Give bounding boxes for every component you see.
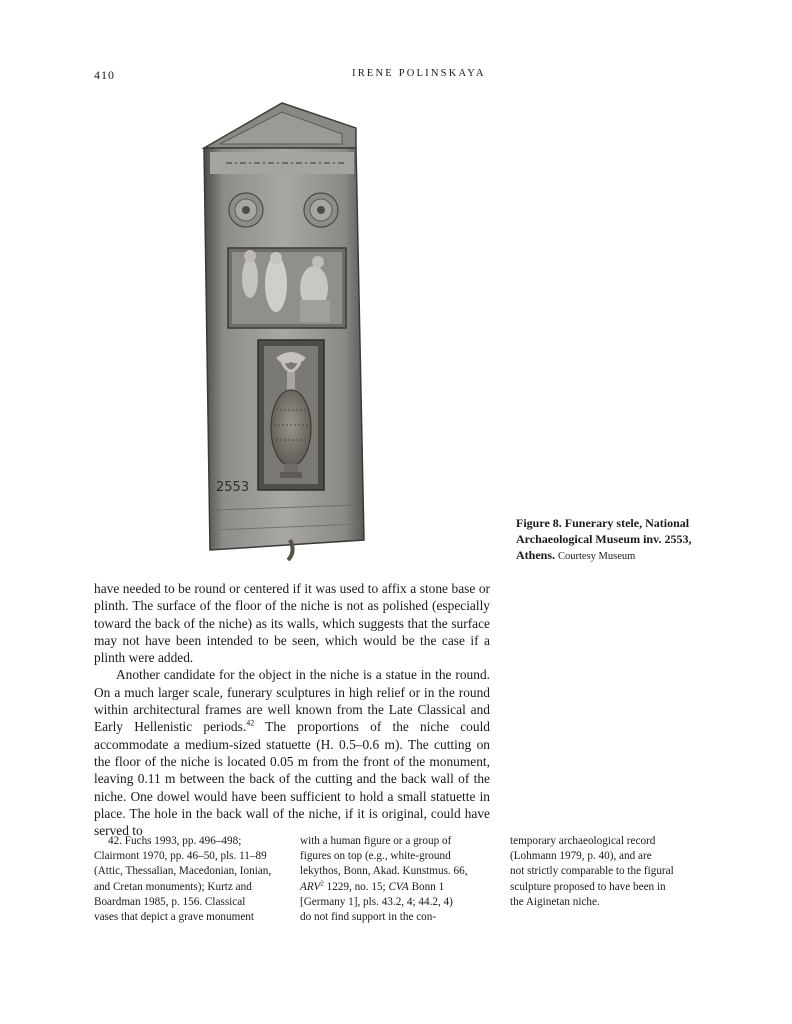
footnote-line: with a human figure or a group of <box>300 835 452 847</box>
footnote-line <box>300 880 490 895</box>
footnote-line: figures on top (e.g., white-ground <box>300 850 451 863</box>
footnote-line: Clairmont 1970, pp. 46–50, pls. 11–89 <box>94 850 267 863</box>
stele-photograph <box>196 100 376 562</box>
figure-caption <box>516 515 716 565</box>
caption-title: Figure 8. Funerary stele, National Archaeological Museum inv. 2553, Athens. <box>516 516 692 562</box>
footnote-line: not strictly comparable to the figural <box>510 865 674 878</box>
footnote-column-2 <box>300 834 490 925</box>
footnote-line: 42. Fuchs 1993, pp. 496–498; <box>108 835 242 847</box>
footnote-line: and Cretan monuments); Kurtz and <box>94 880 252 893</box>
footnote-text: 1229, no. 15; <box>323 880 389 893</box>
footnote-text: Bonn 1 <box>408 880 445 893</box>
paragraph-2-b: The proportions of the niche could accommodate a medium-sized statuette (H. 0.5–0.6 m). The cutting on the floor of the niche is located 0.05 m from the front of the monument, leaving 0.11 m between the back of the cutting and the back wall of the niche. One dowel would have been sufficient to hold a small statuette in place. The hole in the back wall of the niche, if it is original, could have served to <box>94 719 490 839</box>
caption-credit: Courtesy Museum <box>558 551 636 562</box>
paragraph-2 <box>94 666 490 839</box>
page-number: 410 <box>94 68 115 82</box>
footnote-line: lekythos, Bonn, Akad. Kunstmus. 66, <box>300 865 468 878</box>
inventory-mark: 2553 <box>216 480 250 495</box>
footnote-line: temporary archaeological record <box>510 835 656 847</box>
footnote-abbrev-arv: ARV <box>300 880 321 893</box>
footnote-line: vases that depict a grave monument <box>94 911 254 924</box>
paragraph-1: have needed to be round or centered if it was used to affix a stone base or plinth. The surface of the floor of the niche is not as polished (especially toward the back of the niche) as its walls, which suggests that the surface may not have been intended to be seen, which would be the case if a plinth were added. <box>94 581 490 666</box>
footnote-column-1 <box>94 834 279 925</box>
body-text <box>94 580 490 839</box>
rosette-right-icon <box>304 193 338 227</box>
footnote-line: Boardman 1985, p. 156. Classical <box>94 895 246 908</box>
paragraph-2-a: Another candidate for the object in the niche is a statue in the round. On a much larger scale, funerary sculptures in high relief or in the round within architectural frames are well known from the Late Classical and Early Hellenistic periods. <box>94 667 490 735</box>
footnote-line: the Aiginetan niche. <box>510 895 600 908</box>
footnote-line: (Attic, Thessalian, Macedonian, Ionian, <box>94 865 272 878</box>
footnote-line: do not find support in the con- <box>300 911 437 924</box>
footnote-line: (Lohmann 1979, p. 40), and are <box>510 850 652 863</box>
rosette-left-icon <box>229 193 263 227</box>
footnote-line: [Germany 1], pls. 43.2, 4; 44.2, 4) <box>300 895 453 908</box>
footnote-abbrev-cva: CVA <box>388 880 409 893</box>
footnote-ref-42[interactable]: 42 <box>246 718 255 728</box>
footnote-column-3 <box>510 834 705 910</box>
footnote-line: sculpture proposed to have been in <box>510 880 666 893</box>
footnote-superscript: 2 <box>320 878 324 887</box>
running-head-author: IRENE POLINSKAYA <box>352 68 486 79</box>
